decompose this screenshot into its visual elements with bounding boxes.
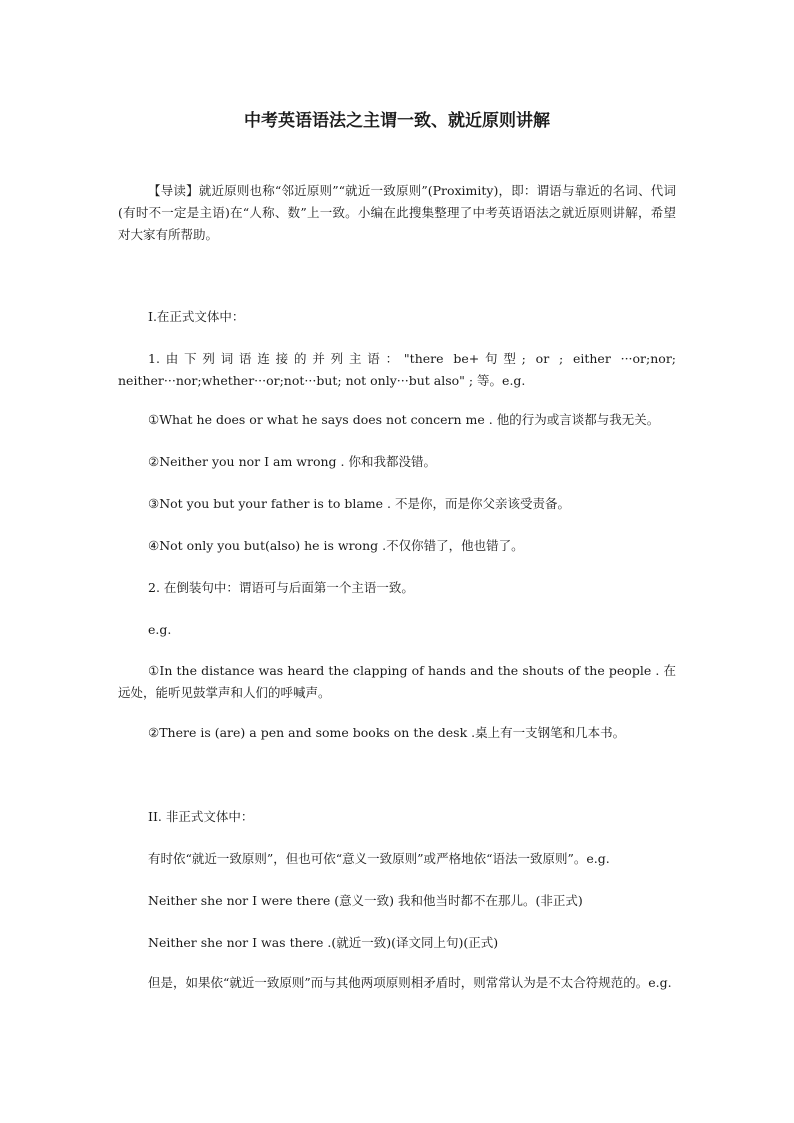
section-1-heading: I.在正式文体中： xyxy=(148,309,245,324)
section-2-paragraph: 有时依“就近一致原则”，但也可依“意义一致原则”或严格地依“语法一致原则”。e.g. xyxy=(148,851,610,866)
example-item: ①What he does or what he says does not concern me . 他的行为或言谈都与我无关。 xyxy=(148,412,660,427)
rule-2-paragraph: 2. 在倒装句中：谓语可与后面第一个主语一致。 xyxy=(148,580,414,595)
example-item: ②There is (are) a pen and some books on the desk .桌上有一支钢笔和几本书。 xyxy=(148,725,626,740)
example-item: ①In the distance was heard the clapping of hands and the shouts of the people . 在远处，能听见鼓掌声和人们的呼喊声。 xyxy=(118,663,676,700)
eg-label: e.g. xyxy=(148,622,172,637)
example-item: Neither she nor I was there .(就近一致)(译文同上句)(正式) xyxy=(148,935,499,950)
example-item: ③Not you but your father is to blame . 不是你，而是你父亲该受责备。 xyxy=(148,496,570,511)
example-item: ②Neither you nor I am wrong . 你和我都没错。 xyxy=(148,454,436,469)
document-title: 中考英语语法之主谓一致、就近原则讲解 xyxy=(244,111,550,131)
section-2-heading: II. 非正式文体中： xyxy=(148,809,254,824)
rule-1-paragraph: 1.由下列词语连接的并列主语："there be+句型; or ; either ···or;nor; neither···nor;whether···or;not···but; not only···but also" ; 等。e.g. xyxy=(118,351,676,388)
example-item: ④Not only you but(also) he is wrong .不仅你错了，他也错了。 xyxy=(148,538,524,553)
intro-paragraph: 【导读】就近原则也称“邻近原则”“就近一致原则”(Proximity)，即：谓语与靠近的名词、代词(有时不一定是主语)在“人称、数”上一致。小编在此搜集整理了中考英语语法之就近原则讲解，希望对大家有所帮助。 xyxy=(118,183,676,242)
example-item: Neither she nor I were there (意义一致) 我和他当时都不在那儿。(非正式) xyxy=(148,893,583,908)
section-2-paragraph: 但是，如果依“就近一致原则”而与其他两项原则相矛盾时，则常常认为是不太合符规范的。e.g. xyxy=(148,975,672,990)
